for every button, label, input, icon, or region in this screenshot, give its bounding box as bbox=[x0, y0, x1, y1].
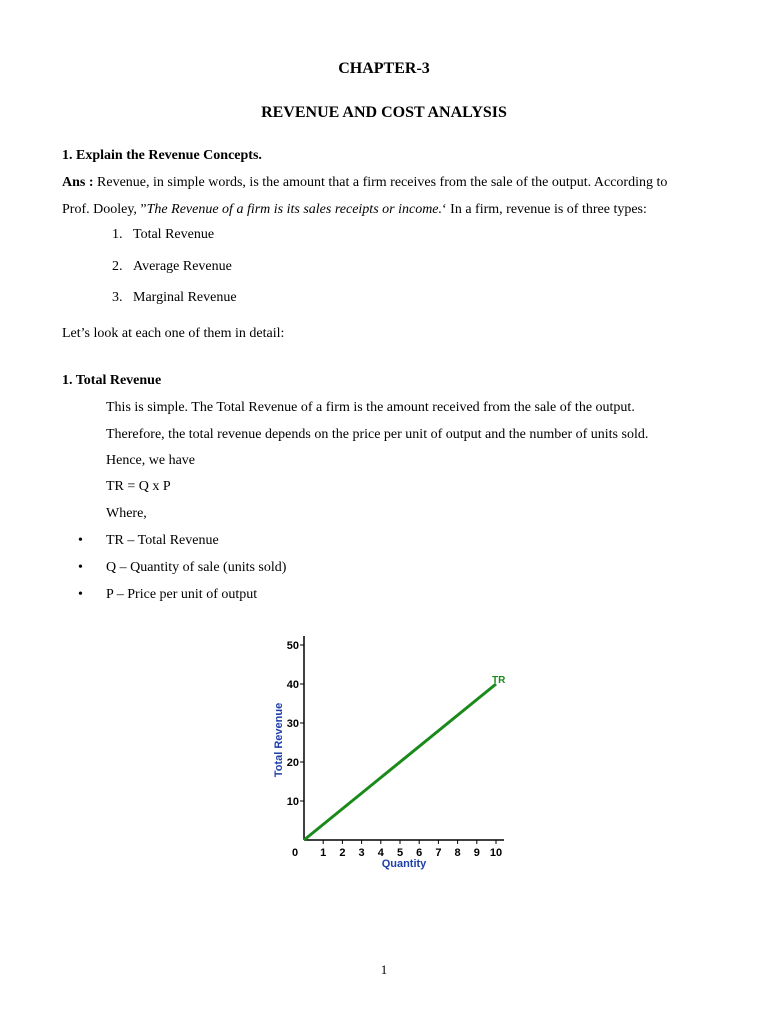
list-number: 3. bbox=[112, 290, 123, 305]
x-tick-label: 6 bbox=[416, 847, 423, 859]
y-tick-label: 40 bbox=[286, 679, 299, 691]
bullet-text: Q – Quantity of sale (units sold) bbox=[106, 560, 287, 575]
y-tick-label: 10 bbox=[286, 796, 299, 808]
quote-text: The Revenue of a firm is its sales receipts or income. bbox=[146, 202, 443, 217]
x-tick-label: 0 bbox=[291, 847, 299, 859]
quote-prefix: Prof. Dooley, ” bbox=[62, 202, 147, 217]
paragraph-line: This is simple. The Total Revenue of a firm is the amount received from the sale of the output. bbox=[106, 400, 635, 415]
chapter-heading: CHAPTER-3 bbox=[338, 60, 430, 77]
series-label-tr: TR bbox=[492, 675, 506, 686]
x-tick-label: 1 bbox=[320, 847, 327, 859]
x-tick-label: 4 bbox=[377, 847, 384, 859]
x-axis-label: Quantity bbox=[381, 858, 427, 870]
bullet-dot: • bbox=[78, 533, 83, 548]
bullet-dot: • bbox=[78, 560, 83, 575]
list-label: Average Revenue bbox=[133, 259, 232, 274]
list-label: Marginal Revenue bbox=[133, 290, 237, 305]
x-tick-label: 9 bbox=[473, 847, 480, 859]
intro-detail: Let’s look at each one of them in detail: bbox=[62, 326, 285, 341]
section-heading: 1. Total Revenue bbox=[62, 373, 162, 388]
series-line-tr bbox=[304, 684, 496, 840]
x-tick-label: 3 bbox=[358, 847, 365, 859]
y-tick-label: 20 bbox=[286, 757, 299, 769]
paragraph-line: Hence, we have bbox=[106, 453, 196, 468]
bullet-dot: • bbox=[78, 587, 83, 602]
y-tick-label: 50 bbox=[286, 640, 299, 652]
where-label: Where, bbox=[106, 506, 147, 521]
paragraph-line: Therefore, the total revenue depends on the price per unit of output and the number of units sold. bbox=[106, 427, 649, 442]
bullet-text: TR – Total Revenue bbox=[106, 533, 219, 548]
question-heading: 1. Explain the Revenue Concepts. bbox=[62, 148, 262, 163]
list-number: 2. bbox=[112, 259, 123, 274]
bullet-text: P – Price per unit of output bbox=[106, 587, 258, 602]
x-tick-label: 8 bbox=[454, 847, 461, 859]
x-tick-label: 10 bbox=[489, 847, 503, 859]
x-tick-label: 5 bbox=[396, 847, 404, 859]
y-axis-label: Total Revenue bbox=[273, 702, 285, 778]
chapter-title: REVENUE AND COST ANALYSIS bbox=[261, 104, 507, 121]
list-number: 1. bbox=[112, 227, 123, 242]
y-tick-label: 30 bbox=[286, 718, 299, 730]
list-label: Total Revenue bbox=[133, 227, 215, 242]
x-tick-label: 7 bbox=[435, 847, 442, 859]
answer-text: Revenue, in simple words, is the amount that a firm receives from the sale of the output. According to bbox=[97, 175, 668, 190]
page-number: 1 bbox=[380, 962, 388, 977]
quote-suffix: ‘ In a firm, revenue is of three types: bbox=[442, 202, 647, 217]
x-tick-label: 2 bbox=[339, 847, 346, 859]
answer-label: Ans : bbox=[62, 175, 94, 190]
formula: TR = Q x P bbox=[106, 479, 171, 494]
